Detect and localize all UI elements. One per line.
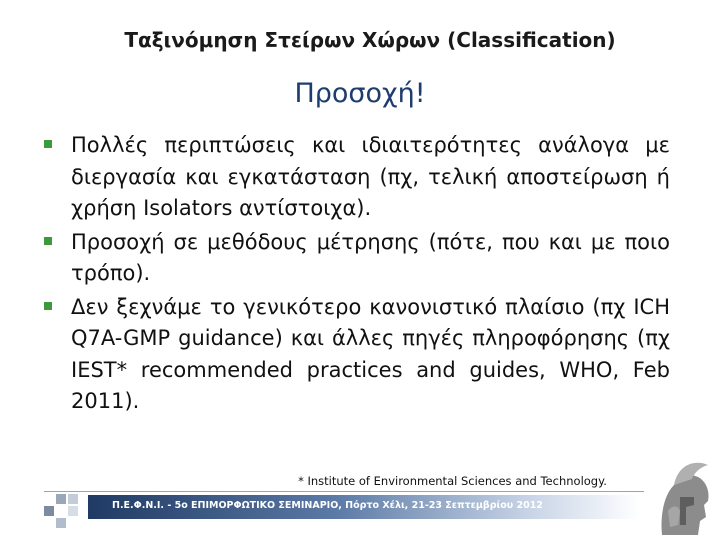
footnote: * Institute of Environmental Sciences and Technology. [298, 474, 607, 488]
bullet-square-icon [44, 302, 52, 310]
bullet-text: Πολλές περιπτώσεις και ιδιαιτερότητες ανάλογα με διεργασία και εγκατάσταση (πχ, τελική αποστείρωση ή χρήση Isolators αντίστοιχα). [71, 133, 670, 220]
slide-subtitle: Προσοχή! [294, 78, 426, 109]
deco-square [56, 494, 66, 504]
bullet-text: Προσοχή σε μεθόδους μέτρησης (πότε, που και με ποιο τρόπο). [71, 229, 670, 285]
bullet-list [44, 130, 670, 420]
deco-square [56, 518, 66, 528]
bullet-item [44, 130, 670, 225]
slide-title: Ταξινόμηση Στείρων Χώρων (Classification) [124, 28, 616, 52]
bullet-item [44, 292, 670, 418]
bullet-square-icon [44, 140, 52, 148]
deco-square [44, 506, 54, 516]
bullet-square-icon [44, 237, 52, 245]
footer-divider [44, 491, 644, 492]
deco-square [68, 506, 78, 516]
spartan-helmet-logo [650, 455, 720, 540]
bullet-item [44, 227, 670, 290]
bullet-text: Δεν ξεχνάμε το γενικότερο κανονιστικό πλαίσιο (πχ ICH Q7A-GMP guidance) και άλλες πηγές πληροφόρησης (πχ IEST* recommended practices and guides, WHO, Feb 2011). [71, 294, 670, 413]
footer-text: Π.Ε.Φ.Ν.Ι. - 5ο ΕΠΙΜΟΡΦΩΤΙΚΟ ΣΕΜΙΝΑΡΙΟ, Πόρτο Χέλι, 21-23 Σεπτεμβρίου 2012 [112, 500, 543, 511]
deco-square [68, 494, 78, 504]
